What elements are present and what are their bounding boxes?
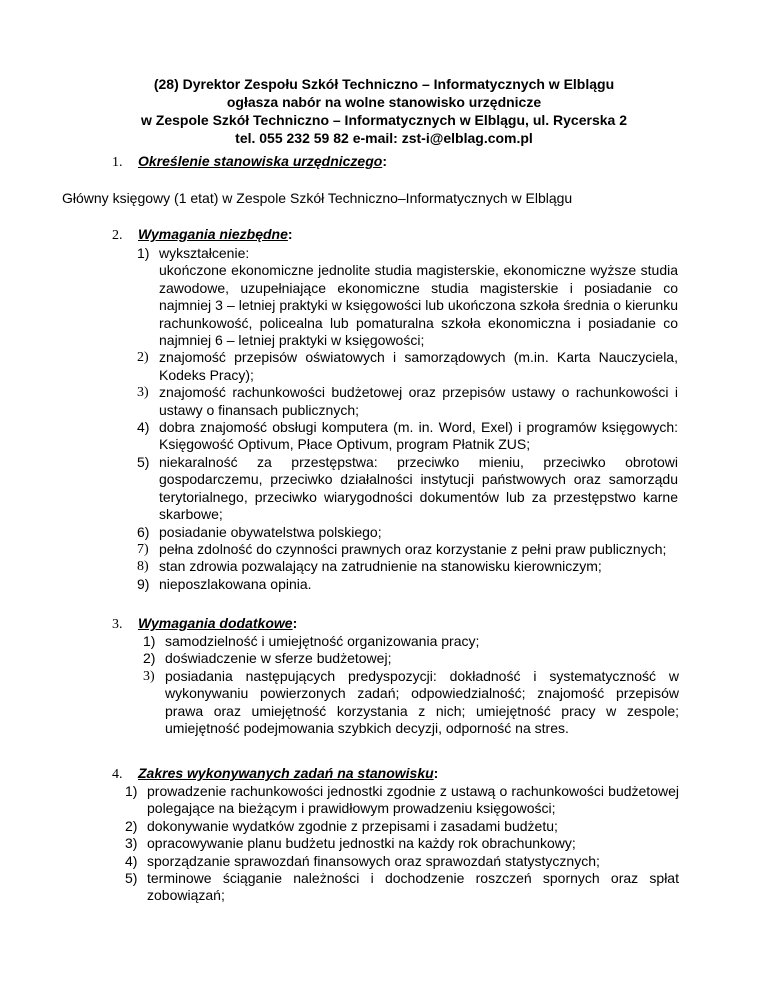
item-text: nieposzlakowana opinia.	[159, 575, 312, 592]
section-title: Wymagania dodatkowe	[138, 615, 293, 631]
item-text: prowadzenie rachunkowości jednostki zgodnie z ustawą o rachunkowości budżetowej polegające na bieżącym i prawidłowym prowadzeniu księgowości;	[147, 783, 679, 817]
section-colon: :	[433, 765, 439, 781]
list-item	[125, 818, 679, 835]
item-text: posiadanie obywatelstwa polskiego;	[159, 523, 382, 540]
item-text: terminowe ściąganie należności i dochodzenie roszczeń spornych oraz spłat zobowiązań;	[147, 870, 679, 904]
section-number: 1.	[112, 155, 123, 170]
item-number: 8)	[137, 559, 149, 575]
item-number: 2)	[125, 817, 138, 834]
duties-list	[125, 783, 679, 905]
item-number: 1)	[143, 633, 156, 649]
additional-qualifications-list	[143, 633, 679, 737]
list-item	[125, 870, 679, 905]
list-item	[125, 835, 679, 852]
item-number: 1)	[125, 783, 138, 799]
list-item	[137, 419, 678, 454]
list-item	[143, 668, 679, 738]
item-text: ukończone ekonomiczne jednolite studia magisterskie, ekonomiczne wyższe studia zawodowe, uzupełniające ekonomiczne studia magisterskie i posiadanie co najmniej 3 – letniej praktyki w księgowości lub ukończona szkoła średnia o kierunku rachunkowość, policealna lub pomaturalna szkoła ekonomiczna i posiadanie co najmniej 6 – letniej praktyki w księgowości;	[159, 262, 678, 349]
section-number: 3.	[112, 617, 123, 632]
item-number: 7)	[137, 541, 149, 557]
item-text: wykształcenie:	[159, 245, 250, 261]
announcement-header	[0, 75, 768, 147]
section-2-heading	[112, 226, 293, 244]
list-item	[137, 524, 678, 541]
item-number: 9)	[137, 575, 150, 592]
list-item	[137, 576, 678, 593]
item-text: dobra znajomość obsługi komputera (m. in. Word, Exel) i programów księgowych: Księgowość Optivum, Płace Optivum, program Płatnik ZUS;	[159, 419, 678, 453]
item-text: posiadania następujących predyspozycji: dokładność i systematyczność w wykonywaniu powierzonych zadań; odpowiedzialność; znajomość przepisów prawa oraz umiejętność korzystania z nich; umiejętność pracy w zespole; umiejętność podejmowania szybkich decyzji, odporność na stres.	[165, 667, 679, 737]
list-item	[125, 783, 679, 818]
list-item	[137, 454, 678, 524]
item-number: 3)	[143, 668, 155, 684]
section-title: Określenie stanowiska urzędniczego	[138, 153, 383, 169]
item-number: 3)	[137, 385, 149, 401]
item-text: samodzielność i umiejętność organizowania pracy;	[165, 633, 480, 649]
section-4-heading	[112, 765, 438, 783]
section-3-heading	[112, 615, 297, 633]
item-number: 4)	[125, 852, 138, 869]
item-number: 2)	[143, 650, 156, 667]
item-number: 3)	[125, 835, 138, 852]
list-item	[137, 558, 678, 575]
item-number: 4)	[137, 419, 150, 436]
list-item	[137, 245, 678, 262]
section-title: Wymagania niezbędne	[138, 226, 288, 242]
list-item	[137, 349, 678, 384]
item-text: dokonywanie wydatków zgodnie z przepisami i zasadami budżetu;	[147, 817, 558, 834]
item-number: 2)	[137, 350, 149, 366]
item-text: stan zdrowia pozwalający na zatrudnienie na stanowisku kierowniczym;	[159, 558, 602, 575]
item-text: niekaralność za przestępstwa: przeciwko mieniu, przeciwko obrotowi gospodarczemu, przeciwko działalności instytucji państwowych oraz samorządu terytorialnego, przeciwko wiarygodności dokumentów lub za przestępstwo karne skarbowe;	[159, 453, 678, 523]
section-colon: :	[292, 615, 298, 631]
list-item	[143, 633, 679, 650]
list-item	[125, 853, 679, 870]
position-description: Główny księgowy (1 etat) w Zespole Szkół Techniczno–Informatycznych w Elblągu	[62, 190, 573, 206]
item-text: znajomość rachunkowości budżetowej oraz przepisów ustawy o rachunkowości i ustawy o finansach publicznych;	[159, 384, 678, 418]
item-text: opracowywanie planu budżetu jednostki na każdy rok obrachunkowy;	[147, 835, 576, 852]
item-number: 5)	[137, 453, 150, 470]
list-item	[137, 384, 678, 419]
item-text: pełna zdolność do czynności prawnych oraz korzystanie z pełni praw publicznych;	[159, 540, 667, 557]
item-text: sporządzanie sprawozdań finansowych oraz sprawozdań statystycznych;	[147, 852, 600, 869]
header-line-4: tel. 055 232 59 82 e-mail: zst-i@elblag.com.pl	[235, 130, 533, 146]
section-colon: :	[287, 226, 293, 242]
list-item	[143, 650, 679, 667]
required-qualifications-list	[137, 245, 678, 593]
section-colon: :	[382, 153, 387, 169]
item-number: 5)	[125, 870, 138, 887]
header-line-3: w Zespole Szkół Techniczno – Informatycznych w Elblągu, ul. Rycerska 2	[141, 112, 627, 128]
list-item	[137, 541, 678, 558]
section-number: 4.	[112, 767, 123, 782]
section-title: Zakres wykonywanych zadań na stanowisku	[138, 765, 434, 781]
section-1-heading	[112, 153, 387, 171]
item-number: 6)	[137, 523, 150, 540]
item-number: 1)	[137, 245, 150, 261]
item-text: znajomość przepisów oświatowych i samorządowych (m.in. Karta Nauczyciela, Kodeks Pracy);	[159, 349, 678, 383]
header-line-1: (28) Dyrektor Zespołu Szkół Techniczno – Informatycznych w Elblągu	[153, 76, 615, 92]
item-text: doświadczenie w sferze budżetowej;	[165, 650, 392, 667]
list-item	[137, 262, 678, 349]
section-number: 2.	[112, 228, 123, 243]
header-line-2: ogłasza nabór na wolne stanowisko urzędnicze	[226, 94, 542, 110]
